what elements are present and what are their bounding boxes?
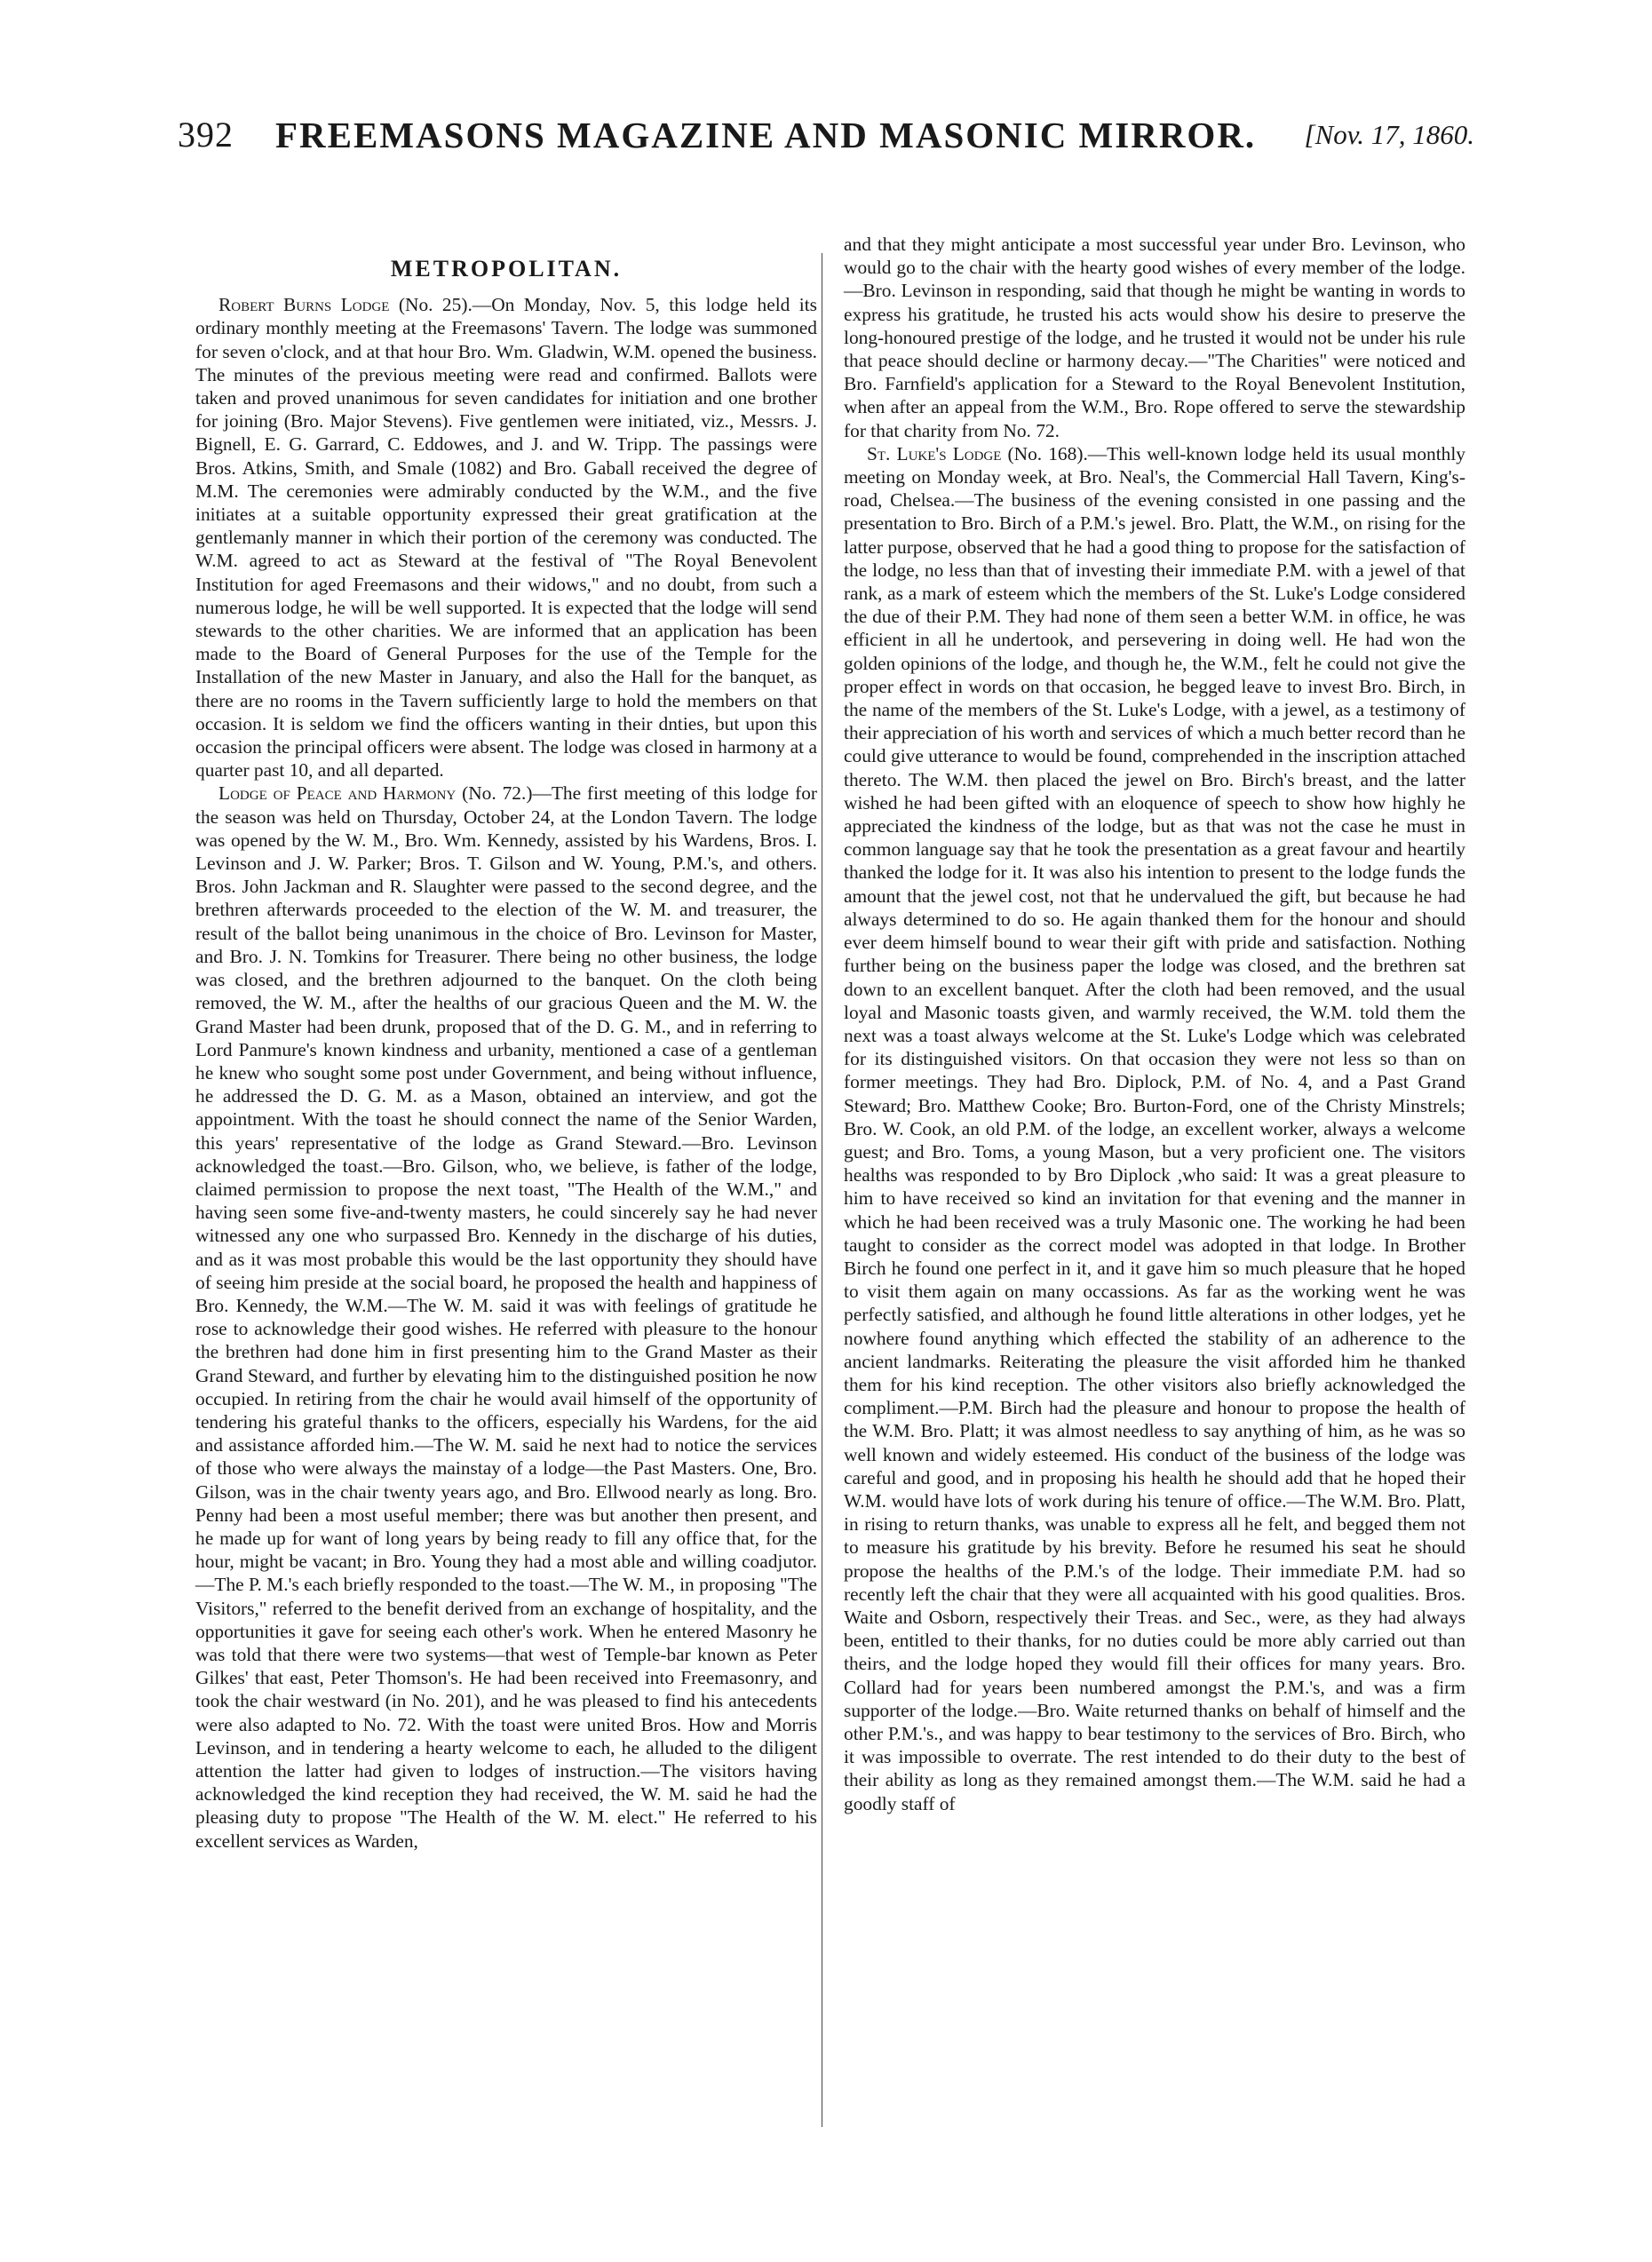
lodge-name: St. Luke's Lodge	[867, 442, 1002, 464]
page-number: 392	[178, 115, 234, 155]
article-text: (No. 168).—This well-known lodge held its usual monthly meeting on Monday week, at Bro. Neal's, the Commercial Hall Tavern, King's-road, Chelsea.—The business of the evening consisted in one passing and the presentation to Bro. Birch of a P.M.'s jewel. Bro. Platt, the W.M., on rising for the latter purpose, observed that he had a good thing to propose for the satisfaction of the lodge, no less than that of investing their immediate P.M. with a jewel of that rank, as a mark of esteem which the members of the St. Luke's Lodge considered the due of their P.M. They had none of them seen a better W.M. in office, he was efficient in all he undertook, and persevering in doing well. He had won the golden opinions of the lodge, and though he, the W.M., felt he could not give the proper effect in words on that occasion, he begged leave to invest Bro. Birch, in the name of the members of the St. Luke's Lodge, with a jewel, as a testimony of their appreciation of his worth and services of which a much better record than he could give utterance to would be found, comprehended in the inscription attached thereto. The W.M. then placed the jewel on Bro. Birch's breast, and the latter wished he had been gifted with an eloquence of speech to show how highly he appreciated the kindness of the lodge, but as that was not the case he must in common language say that he took the presentation as a great favour and heartily thanked the lodge for it. It was also his intention to present to the lodge funds the amount that the jewel cost, not that he undervalued the gift, but because he had always determined to do so. He again thanked them for the honour and should ever deem himself bound to wear their gift with pride and satisfaction. Nothing further being on the business paper the lodge was closed, and the brethren sat down to an excellent banquet. After the cloth had been removed, and the usual loyal and Masonic toasts given, and warmly received, the W.M. told them the next was a toast always welcome at the St. Luke's Lodge which was celebrated for its distinguished visitors. On that occasion they were not less so than on former meetings. They had Bro. Diplock, P.M. of No. 4, and a Past Grand Steward; Bro. Matthew Cooke; Bro. Burton-Ford, one of the Christy Minstrels; Bro. W. Cook, an old P.M. of the lodge, an excellent worker, always a welcome guest; and Bro. Toms, a young Mason, but a very proficient one. The visitors healths was responded to by Bro Diplock ,who said: It was a great pleasure to him to have received so kind an invitation for that evening and the manner in which he had been received was a truly Masonic one. The working he had been taught to consider as the correct model was adopted in that lodge. In Brother Birch he found one perfect in it, and it gave him so much pleasure that he hoped to visit them again on many occassions. As far as the working went he was perfectly satisfied, and although he found little alterations in other lodges, yet he nowhere found anything which effected the stability of an adherence to the ancient landmarks. Reiterating the pleasure the visit afforded him he thanked them for his kind reception. The other visitors also briefly acknowledged the compliment.—P.M. Birch had the pleasure and honour to propose the health of the W.M. Bro. Platt; it was almost needless to say anything of him, as he was so well known and widely esteemed. His conduct of the business of the lodge was careful and good, and in proposing his health he should add that he hoped their W.M. would have lots of work during his tenure of office.—The W.M. Bro. Platt, in rising to return thanks, was unable to express all he felt, and begged them not to measure his gratitude by his brevity. Before he resumed his seat he should propose the healths of the P.M.'s of the lodge. Their immediate P.M. had so recently left the chair that they were all acquainted with his good qualities. Bros. Waite and Osborn, respectively their Treas. and Sec., were, as they had always been, entitled to their thanks, for no duties could be more ably carried out than theirs, and the lodge hoped they would fill their offices for many years. Bro. Collard had for years been numbered amongst the P.M.'s, and was a firm supporter of the lodge.—Bro. Waite returned thanks on behalf of himself and the other P.M.'s., and was happy to bear testimony to the services of Bro. Birch, who it was impossible to overrate. The rest intended to do their duty to the best of their ability as long as they remained amongst them.—The W.M. said he had a goodly staff of	[844, 442, 1465, 1814]
page-header	[178, 114, 1474, 167]
article-st-lukes-lodge	[844, 442, 1465, 1815]
article-lodge-of-peace-and-harmony	[195, 782, 817, 1852]
right-column	[844, 233, 1465, 1815]
article-continuation	[844, 233, 1465, 442]
issue-date: [Nov. 17, 1860.	[1304, 119, 1474, 150]
section-heading: METROPOLITAN.	[390, 256, 623, 282]
article-text: and that they might anticipate a most successful year under Bro. Levinson, who would go to the chair with the hearty good wishes of every member of the lodge.—Bro. Levinson in responding, said that though he might be wanting in words to express his gratitude, he trusted his acts would show his desire to preserve the long-honoured prestige of the lodge, and he trusted it would not be under his rule that peace should decline or harmony decay.—"The Charities" were noticed and Bro. Farnfield's application for a Steward to the Royal Benevolent Institution, when after an appeal from the W.M., Bro. Rope offered to serve the stewardship for that charity from No. 72.	[844, 234, 1465, 441]
magazine-title: FREEMASONS MAGAZINE AND MASONIC MIRROR.	[275, 115, 1257, 155]
lodge-name: Lodge of Peace and Harmony	[218, 782, 457, 805]
article-text: (No. 72.)—The first meeting of this lodge for the season was held on Thursday, October 24, at the London Tavern. The lodge was opened by the W. M., Bro. Wm. Kennedy, assisted by his Wardens, Bros. I. Levinson and J. W. Parker; Bros. T. Gilson and W. Young, P.M.'s, and others. Bros. John Jackman and R. Slaughter were passed to the second degree, and the brethren afterwards proceeded to the election of the W. M. and treasurer, the result of the ballot being unanimous in the choice of Bro. Levinson for Master, and Bro. J. N. Tomkins for Treasurer. There being no other business, the lodge was closed, and the brethren adjourned to the banquet. On the cloth being removed, the W. M., after the healths of our gracious Queen and the M. W. the Grand Master had been drunk, proposed that of the D. G. M., and in referring to Lord Panmure's known kindness and urbanity, mentioned a case of a gentleman he knew who sought some post under Government, and being without influence, he addressed the D. G. M. as a Mason, obtained an interview, and got the appointment. With the toast he should connect the name of the Senior Warden, this years' representative of the lodge as Grand Steward.—Bro. Levinson acknowledged the toast.—Bro. Gilson, who, we believe, is father of the lodge, claimed permission to propose the next toast, "The Health of the W.M.," and having seen some five-and-twenty masters, he could sincerely say he had never witnessed any one who surpassed Bro. Kennedy in the discharge of his duties, and as it was most probable this would be the last opportunity they should have of seeing him preside at the social board, he proposed the health and happiness of Bro. Kennedy, the W.M.—The W. M. said it was with feelings of gratitude he rose to acknowledge their good wishes. He referred with pleasure to the honour the brethren had done him in first presenting him to the Grand Master as their Grand Steward, and further by elevating him to the distinguished position he now occupied. In retiring from the chair he would avail himself of the opportunity of tendering his grateful thanks to the officers, especially his Wardens, for the aid and assistance afforded him.—The W. M. said he next had to notice the services of those who were always the mainstay of a lodge—the Past Masters. One, Bro. Gilson, was in the chair twenty years ago, and Bro. Ellwood nearly as long. Bro. Penny had been a most useful member; there was but another then present, and he made up for want of long years by being ready to fill any office that, for the hour, might be vacant; in Bro. Young they had a most able and willing coadjutor.—The P. M.'s each briefly responded to the toast.—The W. M., in proposing "The Visitors," referred to the benefit derived from an exchange of hospitality, and the opportunities it gave for seeing each other's work. When he entered Masonry he was told that there were two systems—that west of Temple-bar known as Peter Gilkes' that east, Peter Thomson's. He had been received into Freemasonry, and took the chair westward (in No. 201), and he was pleased to find his antecedents were also adapted to No. 72. With the toast were united Bros. How and Morris Levinson, and in tendering a hearty welcome to each, he alluded to the diligent attention the latter had given to lodges of instruction.—The visitors having acknowledged the kind reception they had received, the W. M. said he had the pleasing duty to propose "The Health of the W. M. elect." He referred to his excellent services as Warden,	[195, 782, 818, 1852]
article-robert-burns-lodge	[195, 293, 817, 782]
lodge-name: Robert Burns Lodge	[218, 294, 390, 316]
left-column	[195, 240, 817, 1853]
article-text: (No. 25).—On Monday, Nov. 5, this lodge held its ordinary monthly meeting at the Freemasons' Tavern. The lodge was summoned for seven o'clock, and at that hour Bro. Wm. Gladwin, W.M. opened the business. The minutes of the previous meeting were read and confirmed. Ballots were taken and proved unanimous for seven candidates for initiation and one brother for joining (Bro. Major Stevens). Five gentlemen were initiated, viz., Messrs. J. Bignell, E. G. Garrard, C. Eddowes, and J. and W. Tripp. The passings were Bros. Atkins, Smith, and Smale (1082) and Bro. Gaball received the degree of M.M. The ceremonies were admirably conducted by the W.M., and the five initiates at a suitable opportunity expressed their great gratification at the gentlemanly manner in which their portion of the ceremony was conducted. The W.M. agreed to act as Steward at the festival of "The Royal Benevolent Institution for aged Freemasons and their widows," and no doubt, from such a numerous lodge, he will be well supported. It is expected that the lodge will send stewards to the other charities. We are informed that an application has been made to the Board of General Purposes for the use of the Temple for the Installation of the new Master in January, and also the Hall for the banquet, as there are no rooms in the Tavern sufficiently large to hold the members on that occasion. It is seldom we find the officers wanting in their dnties, but upon this occasion the principal officers were absent. The lodge was closed in harmony at a quarter past 10, and all departed.	[195, 294, 817, 782]
